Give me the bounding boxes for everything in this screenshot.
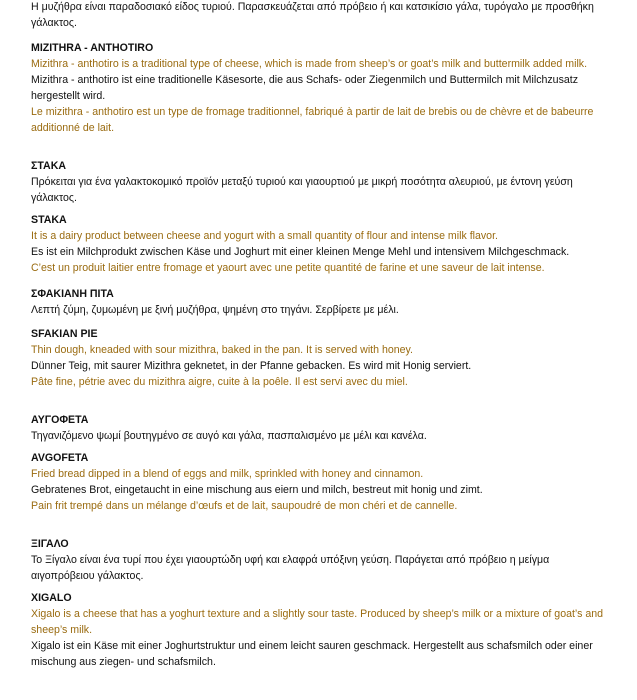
avgofeta-greek-text: Τηγανιζόμενο ψωμί βουτηγμένο σε αυγό και γάλα, πασπαλισμένο με μέλι και κανέλα.	[31, 430, 427, 442]
sfakiani-french: Pâte fine, pétrie avec du mizithra aigre, cuite à la poêle. Il est servi avec du miel.	[31, 376, 408, 388]
mizithra-heading: MIZITHRA - ANTHOTIRO	[31, 42, 154, 54]
xigalo-english: Xigalo is a cheese that has a yoghurt texture and a slightly sour taste. Produced by sheep’s milk or a mixture of goat’s and sheep’s milk.	[31, 608, 603, 636]
avgofeta-heading: AVGOFETA	[31, 452, 89, 464]
mizithra-english: Mizithra - anthotiro is a traditional type of cheese, which is made from sheep’s or goat’s milk and buttermilk added milk.	[31, 58, 588, 70]
staka-german: Es ist ein Milchprodukt zwischen Käse und Joghurt mit einer kleinen Menge Mehl und intensivem Milchgeschmack.	[31, 246, 570, 258]
mizithra-german: Mizithra - anthotiro ist eine traditionelle Käsesorte, die aus Schafs- oder Ziegenmilch und Buttermilch mit Milchzusatz hergestellt wird.	[31, 74, 578, 102]
sfakiani-greek-text: Λεπτή ζύμη, ζυμωμένη με ξινή μυζήθρα, ψημένη στο τηγάνι. Σερβίρετε με μέλι.	[31, 304, 399, 316]
sfakiani-heading: SFAKIAN PIE	[31, 328, 98, 340]
staka-french: C’est un produit laitier entre fromage et yaourt avec une petite quantité de farine et une saveur de lait intense.	[31, 262, 545, 274]
xigalo-greek-text: Το Ξίγαλο είναι ένα τυρί που έχει γιαουρτώδη υφή και ελαφρά υπόξινη γεύση. Παράγεται από πρόβειο η μείγμα αιγοπρόβειου γάλακτος.	[31, 554, 550, 582]
staka-greek-heading: ΣΤΑΚΑ	[31, 160, 66, 172]
avgofeta-french: Pain frit trempé dans un mélange d’œufs et de lait, saupoudré de mon chéri et de cannelle.	[31, 500, 458, 512]
sfakiani-english: Thin dough, kneaded with sour mizithra, baked in the pan. It is served with honey.	[31, 344, 413, 356]
avgofeta-greek-heading: ΑΥΓΟΦΕΤΑ	[31, 414, 89, 426]
avgofeta-german: Gebratenes Brot, eingetaucht in eine mischung aus eiern und milch, bestreut mit honig und zimt.	[31, 484, 483, 496]
xigalo-heading: XIGALO	[31, 592, 72, 604]
intro-greek-text: Η μυζήθρα είναι παραδοσιακό είδος τυριού. Παρασκευάζεται από πρόβειο ή και κατσικίσιο γάλα, τυρόγαλο με προσθήκη γάλακτος.	[31, 1, 594, 29]
sfakiani-german: Dünner Teig, mit saurer Mizithra geknetet, in der Pfanne gebacken. Es wird mit Honig serviert.	[31, 360, 472, 372]
xigalo-german: Xigalo ist ein Käse mit einer Joghurtstruktur und einem leicht sauren geschmack. Hergestellt aus schafsmilch oder einer mischung aus ziegen- und schafsmilch.	[31, 640, 593, 668]
sfakiani-greek-heading: ΣΦΑΚΙΑΝΗ ΠΙΤΑ	[31, 288, 114, 300]
staka-heading: STAKA	[31, 214, 67, 226]
avgofeta-english: Fried bread dipped in a blend of eggs and milk, sprinkled with honey and cinnamon.	[31, 468, 424, 480]
mizithra-french: Le mizithra - anthotiro est un type de fromage traditionnel, fabriqué à partir de lait de brebis ou de chèvre et de babeurre additionné de lait.	[31, 106, 594, 134]
staka-greek-text: Πρόκειται για ένα γαλακτοκομικό προϊόν μεταξύ τυριού και γιαουρτιού με μικρή ποσότητα αλευριού, με έντονη γεύση γάλακτος.	[31, 176, 573, 204]
staka-english: It is a dairy product between cheese and yogurt with a small quantity of flour and intense milk flavor.	[31, 230, 498, 242]
xigalo-greek-heading: ΞΙΓΑΛΟ	[31, 538, 69, 550]
